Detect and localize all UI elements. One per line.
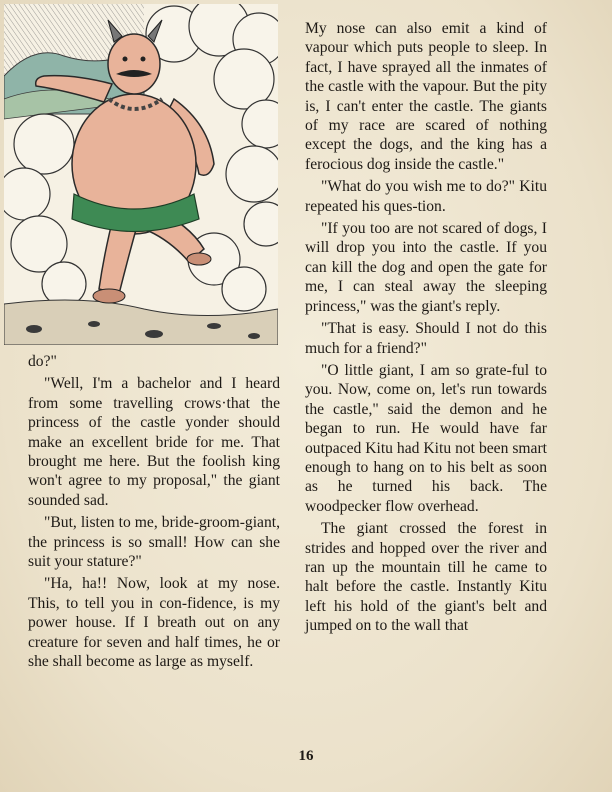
paragraph: The giant crossed the forest in strides and hopped over the river and ran up the mountain till he came to halt before the castle. Instantly Kitu left his hold of the giant's belt and jumped on to the wall that — [305, 520, 547, 635]
paragraph: "But, listen to me, bride-groom-giant, the princess is so small! How can she suit your stature?" — [28, 514, 280, 571]
paragraph: do?" — [28, 353, 57, 370]
right-text-column — [305, 19, 547, 636]
giant-running-illustration — [4, 4, 278, 345]
paragraph: "That is easy. Should I not do this much for a friend?" — [305, 320, 547, 357]
paragraph: My nose can also emit a kind of vapour which puts people to sleep. In fact, I have sprayed all the inmates of the castle with the vapour. But the pity is, I can't enter the castle. The giants of my race are scared of nothing except the dogs, and the king has a ferocious dog inside the castle." — [305, 20, 547, 173]
page-number: 16 — [298, 748, 314, 764]
paragraph: "O little giant, I am so grate-ful to you. Now, come on, let's run towards the castle," said the demon and he began to run. He would have far outpaced Kitu had Kitu not been smart enough to hang on to his belt as soon as he turned his back. The woodpecker flow overhead. — [305, 361, 547, 515]
left-text-column — [28, 352, 280, 672]
paragraph: "If you too are not scared of dogs, I will drop you into the castle. If you can kill the dog and open the gate for me, I can steal away the sleeping princess," was the giant's reply. — [305, 220, 547, 315]
giant-illustration-svg — [4, 4, 278, 345]
paragraph: "What do you wish me to do?" Kitu repeated his ques-tion. — [305, 178, 547, 215]
paragraph: "Ha, ha!! Now, look at my nose. This, to tell you in con-fidence, is my power house. If I breath out on any creature for seven and half times, he or she shall become as large as myself. — [28, 575, 280, 671]
paragraph: "Well, I'm a bachelor and I heard from some travelling crows·that the princess of the castle yonder should make an excellent bride for me. That brought me here. But the foolish king won't agree to my proposal," the giant sounded sad. — [28, 375, 280, 509]
